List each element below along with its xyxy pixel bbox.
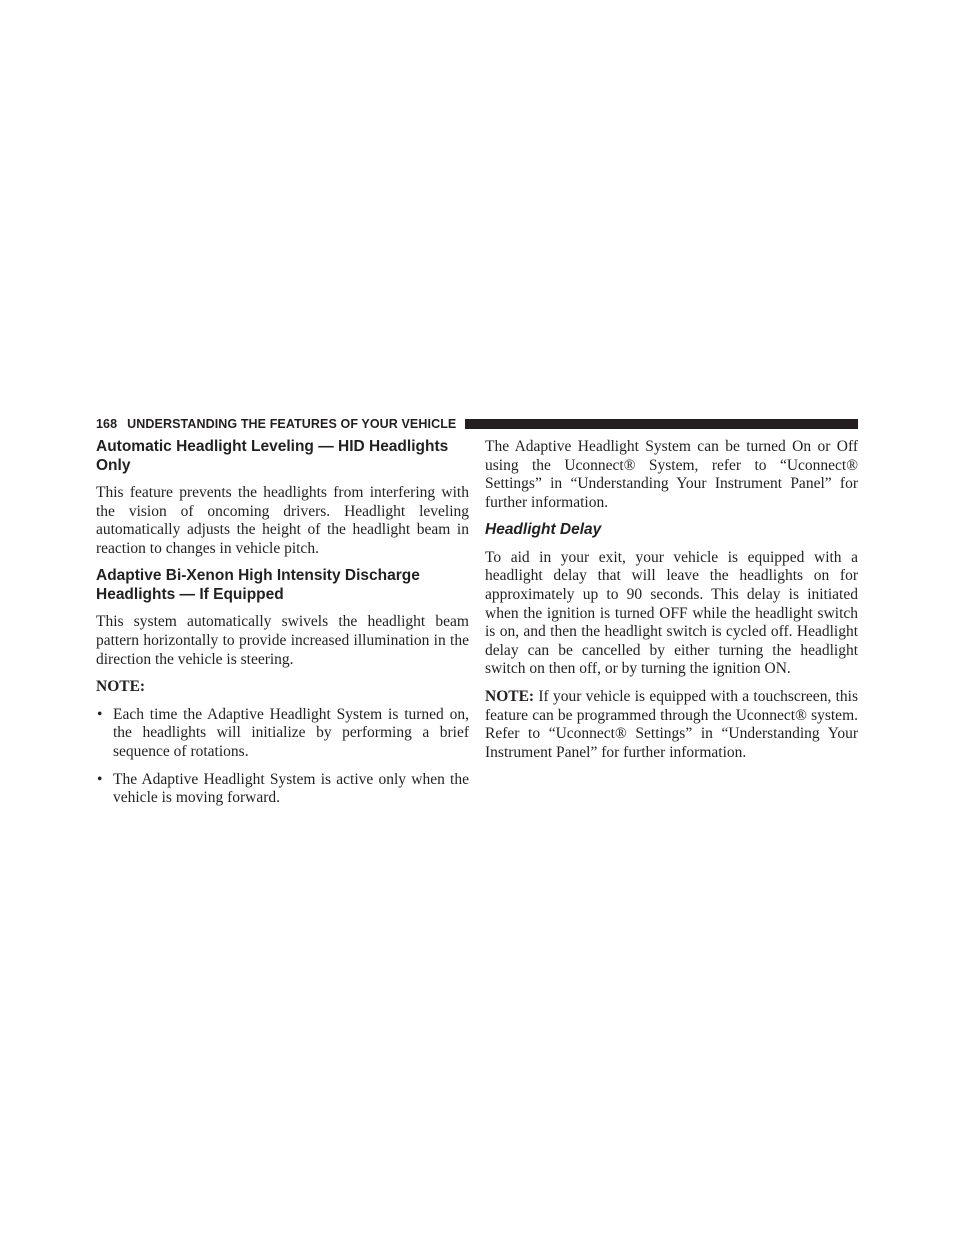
note-bullet-list [96, 706, 469, 808]
heading-adaptive-headlights: Adaptive Bi-Xenon High Intensity Discharge Headlights — If Equipped [96, 567, 420, 603]
bullet-glyph: • [97, 705, 103, 723]
note-label: NOTE: [96, 678, 146, 696]
note-text: If your vehicle is equipped with a touchscreen, this feature can be programmed through the Uconnect® system. Refer to “Uconnect® Settings” in “Understanding Your Instrument Panel” for further information. [485, 688, 858, 761]
paragraph-headlight-delay: To aid in your exit, your vehicle is equipped with a headlight delay that will leave the headlights on for approximately up to 90 seconds. This delay is initiated when the ignition is turned OFF while the headlight switch is on, and then the headlight switch is cycled off. Headlight delay can be cancelled by either turning the headlight switch on then off, or by turning the ignition ON. [485, 548, 858, 678]
note-paragraph [485, 688, 858, 762]
bullet-text: Each time the Adaptive Headlight System is turned on, the headlights will initialize by performing a brief sequence of rotations. [113, 705, 469, 760]
heading-headlight-delay: Headlight Delay [485, 521, 602, 539]
page-header [96, 417, 858, 431]
heading-headlight-leveling: Automatic Headlight Leveling — HID Headlights Only [96, 438, 449, 474]
bullet-glyph: • [97, 770, 103, 788]
list-item [96, 706, 469, 762]
page-number: 168 [96, 417, 118, 431]
header-rule [465, 419, 858, 429]
paragraph-adaptive-headlights: This system automatically swivels the headlight beam pattern horizontally to provide increased illumination in the direction the vehicle is steering. [96, 613, 469, 668]
list-item [96, 771, 469, 808]
bullet-text: The Adaptive Headlight System is active only when the vehicle is moving forward. [113, 770, 469, 807]
paragraph-headlight-leveling: This feature prevents the headlights from interfering with the vision of oncoming drivers. Headlight leveling automatically adjusts the height of the headlight beam in reaction to changes in vehicle pitch. [96, 484, 469, 557]
section-title: UNDERSTANDING THE FEATURES OF YOUR VEHICLE [127, 417, 457, 431]
note-label: NOTE: [485, 688, 535, 706]
paragraph-adaptive-settings: The Adaptive Headlight System can be turned On or Off using the Uconnect® System, refer to “Uconnect® Settings” in “Understanding Your Instrument Panel” for further information. [485, 438, 858, 511]
right-column [485, 438, 858, 771]
left-column [96, 438, 469, 817]
